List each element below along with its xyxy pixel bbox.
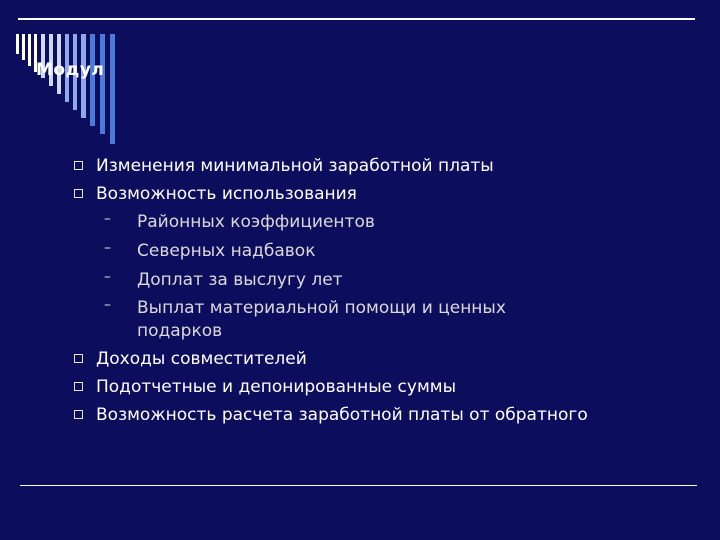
sub-bullet-text: подарков [137, 321, 223, 341]
bullet-text: Доходы совместителей [96, 349, 307, 369]
dash-icon: – [104, 240, 111, 256]
hollow-square-icon [74, 161, 83, 170]
dash-icon: – [104, 297, 111, 313]
dash-icon: – [104, 211, 111, 227]
bottom-divider-line [20, 485, 697, 486]
sub-bullet-text: Выплат материальной помощи и ценных [137, 298, 506, 318]
hollow-square-icon [74, 189, 83, 198]
bullet-text: Подотчетные и депонированные суммы [96, 377, 457, 397]
slide-title: Модул [36, 60, 105, 80]
bullet-text: Возможность расчета заработной платы от обратного [96, 405, 588, 425]
sub-bullet-text: Доплат за выслугу лет [137, 270, 343, 290]
sub-bullet-text: Северных надбавок [137, 241, 316, 261]
sub-bullet-text: Районных коэффициентов [137, 212, 375, 232]
dash-icon: – [104, 269, 111, 285]
bullet-text: Возможность использования [96, 184, 357, 204]
hollow-square-icon [74, 410, 83, 419]
hollow-square-icon [74, 382, 83, 391]
hollow-square-icon [74, 354, 83, 363]
bullet-text: Изменения минимальной заработной платы [96, 156, 494, 176]
